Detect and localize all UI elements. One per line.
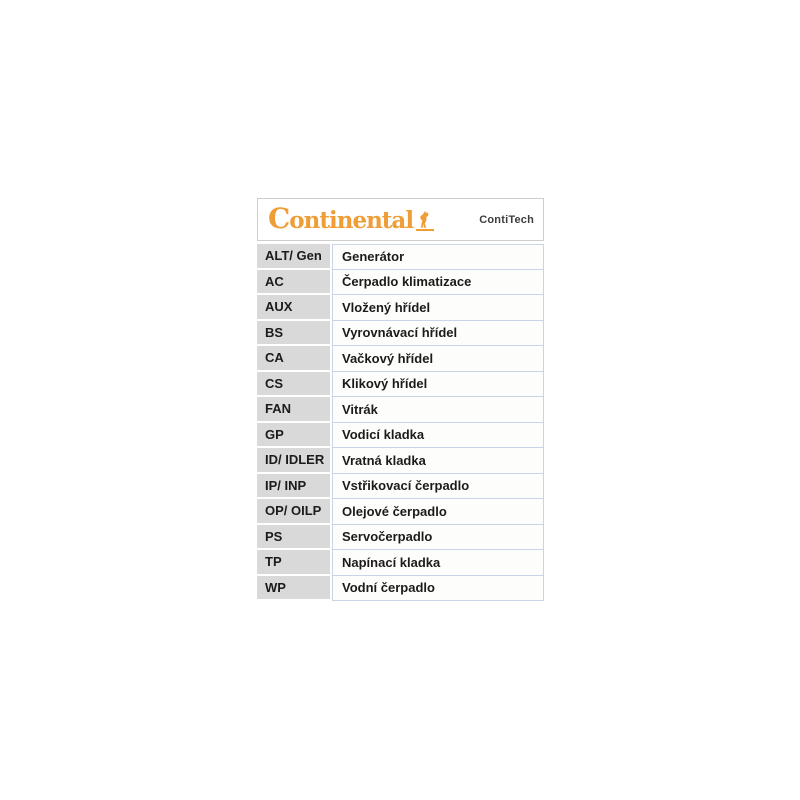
abbreviation-cell: ALT/ Gen [257,244,330,270]
description-cell: Vložený hřídel [332,295,544,321]
description-cell: Vstřikovací čerpadlo [332,474,544,500]
table-row [257,576,544,602]
description-cell: Vitrák [332,397,544,423]
table-row [257,321,544,347]
table-row [257,346,544,372]
table-row [257,525,544,551]
contitech-label: ContiTech [479,213,534,226]
description-cell: Olejové čerpadlo [332,499,544,525]
table-row [257,448,544,474]
abbreviation-cell: ID/ IDLER [257,448,330,474]
table-row [257,550,544,576]
description-cell: Vratná kladka [332,448,544,474]
table-row [257,423,544,449]
description-cell: Vodicí kladka [332,423,544,449]
abbreviation-cell: FAN [257,397,330,423]
continental-wordmark: Continental [268,201,414,235]
abbreviation-cell: BS [257,321,330,347]
description-cell: Servočerpadlo [332,525,544,551]
description-cell: Vyrovnávací hřídel [332,321,544,347]
description-cell: Napínací kladka [332,550,544,576]
table-row [257,295,544,321]
brand-header [257,198,544,241]
table-row [257,499,544,525]
table-row [257,270,544,296]
abbreviation-cell: AUX [257,295,330,321]
abbreviation-cell: OP/ OILP [257,499,330,525]
abbreviation-legend-sheet [257,198,544,601]
abbreviation-cell: PS [257,525,330,551]
table-row [257,474,544,500]
abbreviation-cell: IP/ INP [257,474,330,500]
abbreviation-cell: AC [257,270,330,296]
abbreviation-cell: CA [257,346,330,372]
description-cell: Vodní čerpadlo [332,576,544,602]
continental-logo [268,201,434,235]
abbreviation-cell: GP [257,423,330,449]
abbreviation-cell: WP [257,576,330,602]
table-row [257,244,544,270]
abbreviation-cell: CS [257,372,330,398]
description-cell: Čerpadlo klimatizace [332,270,544,296]
abbreviation-legend-table [257,244,544,601]
description-cell: Klikový hřídel [332,372,544,398]
description-cell: Generátor [332,244,544,270]
table-row [257,372,544,398]
rearing-horse-icon [416,210,434,231]
table-row [257,397,544,423]
description-cell: Vačkový hřídel [332,346,544,372]
abbreviation-cell: TP [257,550,330,576]
